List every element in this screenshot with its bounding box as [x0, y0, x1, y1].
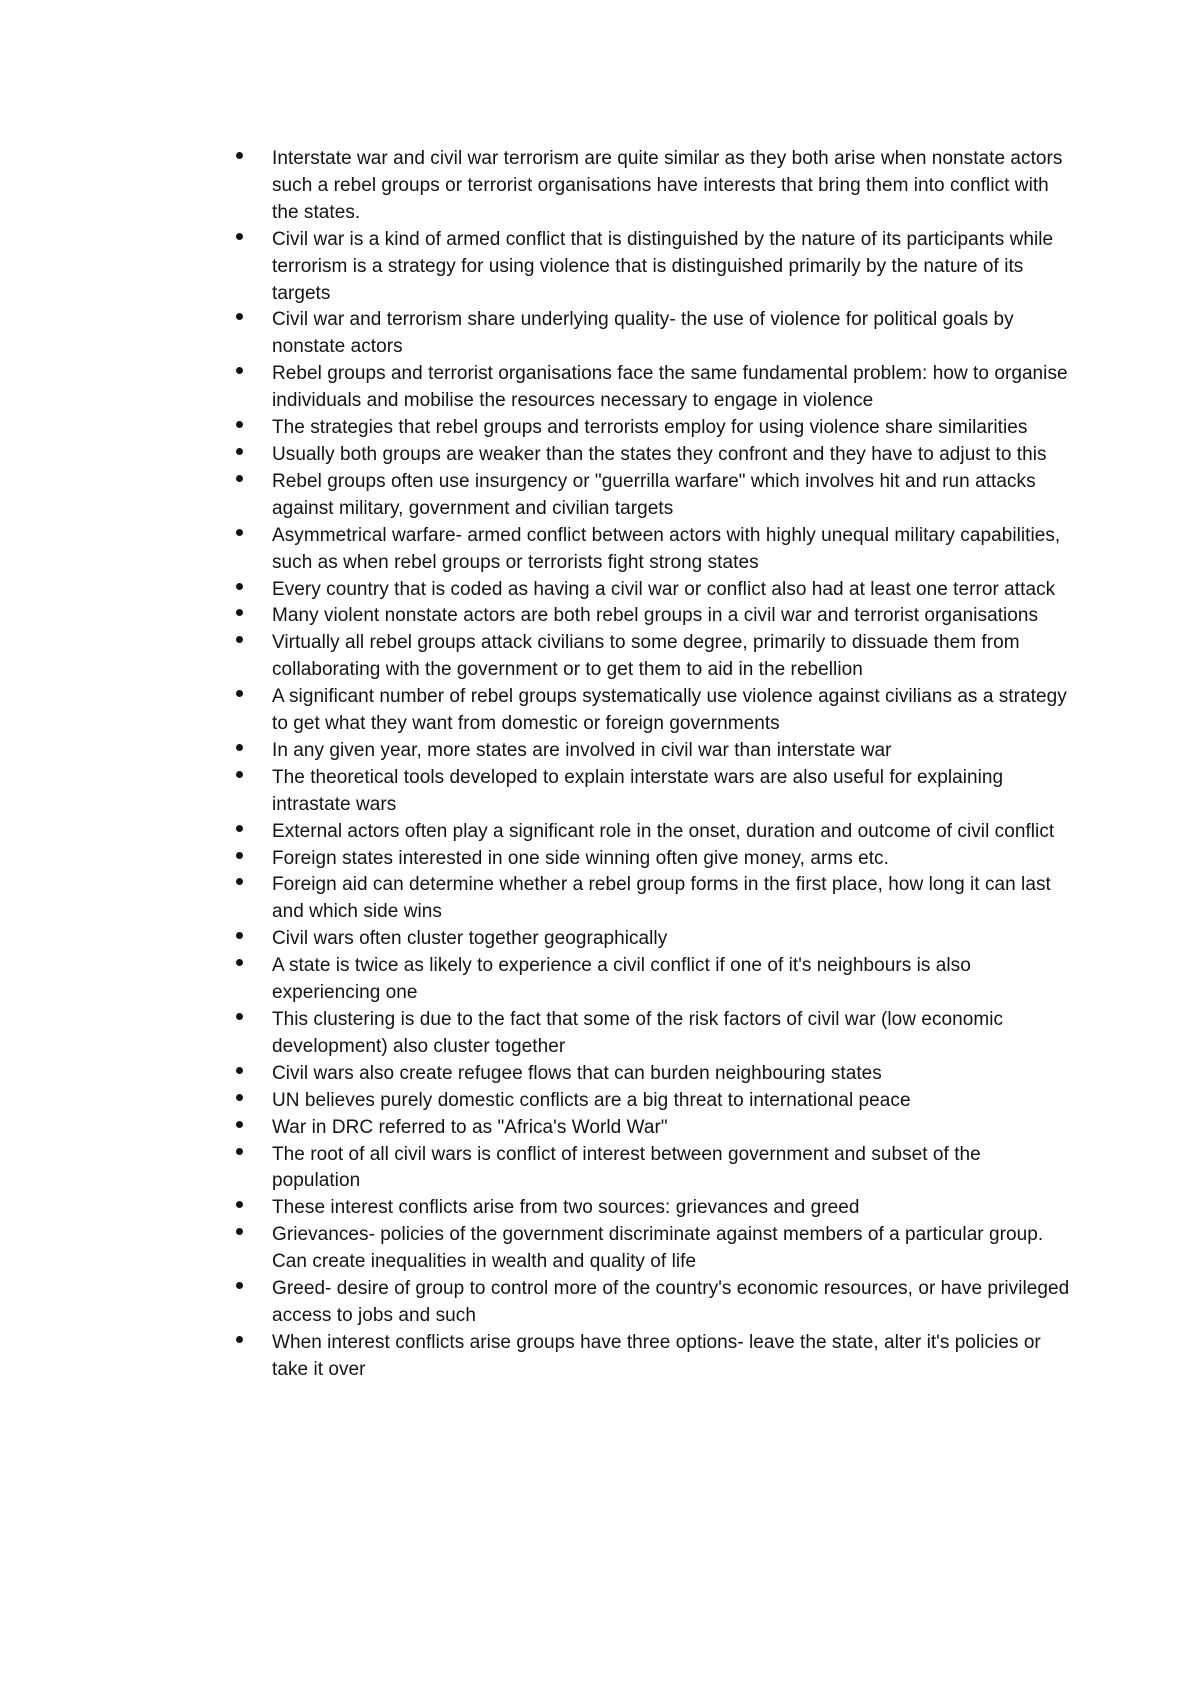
bullet-dot-icon	[236, 1201, 243, 1208]
bullet-dot-icon	[236, 152, 243, 159]
list-item-text: Interstate war and civil war terrorism are quite similar as they both arise when nonstate actors such a rebel groups or terrorist organisations have interests that bring them into conflict with the states.	[272, 148, 1063, 223]
bullet-dot-icon	[236, 421, 243, 428]
list-item	[232, 361, 1072, 415]
list-item	[232, 684, 1072, 738]
bullet-dot-icon	[236, 1148, 243, 1155]
list-item-text: Civil war and terrorism share underlying quality- the use of violence for political goals by nonstate actors	[272, 309, 1014, 358]
bullet-dot-icon	[236, 1013, 243, 1020]
list-item-text: The theoretical tools developed to explain interstate wars are also useful for explaining intrastate wars	[272, 766, 1004, 815]
list-item-text: In any given year, more states are involved in civil war than interstate war	[272, 739, 892, 761]
bullet-dot-icon	[236, 1094, 243, 1101]
list-item	[232, 415, 1072, 442]
list-item-text: Rebel groups often use insurgency or "guerrilla warfare" which involves hit and run attacks against military, government and civilian targets	[272, 470, 1036, 519]
bullet-dot-icon	[236, 313, 243, 320]
list-item	[232, 846, 1072, 873]
list-item-text: Foreign aid can determine whether a rebel group forms in the first place, how long it can last and which side wins	[272, 874, 1051, 923]
list-item-text: War in DRC referred to as "Africa's World War"	[272, 1116, 668, 1138]
list-item-text: The strategies that rebel groups and terrorists employ for using violence share similarities	[272, 417, 1028, 439]
bullet-dot-icon	[236, 609, 243, 616]
list-item	[232, 926, 1072, 953]
bullet-dot-icon	[236, 636, 243, 643]
list-item-text: The root of all civil wars is conflict of interest between government and subset of the population	[272, 1143, 981, 1192]
list-item	[232, 577, 1072, 604]
list-item-text: Civil wars also create refugee flows that can burden neighbouring states	[272, 1062, 882, 1084]
list-item	[232, 1222, 1072, 1276]
list-item-text: Civil wars often cluster together geographically	[272, 928, 668, 950]
bullet-dot-icon	[236, 448, 243, 455]
list-item-text: A state is twice as likely to experience a civil conflict if one of it's neighbours is also experiencing one	[272, 955, 971, 1004]
list-item	[232, 442, 1072, 469]
list-item	[232, 146, 1072, 227]
bullet-dot-icon	[236, 475, 243, 482]
bullet-dot-icon	[236, 1121, 243, 1128]
bullet-dot-icon	[236, 744, 243, 751]
bullet-dot-icon	[236, 959, 243, 966]
list-item	[232, 1061, 1072, 1088]
bullet-list	[232, 146, 1072, 1384]
list-item	[232, 872, 1072, 926]
list-item	[232, 603, 1072, 630]
bullet-dot-icon	[236, 932, 243, 939]
list-item	[232, 307, 1072, 361]
bullet-dot-icon	[236, 367, 243, 374]
list-item	[232, 738, 1072, 765]
list-item	[232, 819, 1072, 846]
bullet-dot-icon	[236, 825, 243, 832]
list-item-text: Asymmetrical warfare- armed conflict between actors with highly unequal military capabilities, such as when rebel groups or terrorists fight strong states	[272, 524, 1061, 573]
list-item	[232, 765, 1072, 819]
list-item	[232, 1088, 1072, 1115]
bullet-dot-icon	[236, 1067, 243, 1074]
bullet-dot-icon	[236, 529, 243, 536]
list-item-text: Every country that is coded as having a civil war or conflict also had at least one terror attack	[272, 578, 1056, 600]
list-item	[232, 469, 1072, 523]
list-item-text: Many violent nonstate actors are both rebel groups in a civil war and terrorist organisations	[272, 605, 1039, 627]
list-item-text: This clustering is due to the fact that some of the risk factors of civil war (low economic development) also cluster together	[272, 1009, 1004, 1057]
bullet-dot-icon	[236, 583, 243, 590]
bullet-dot-icon	[236, 1228, 243, 1235]
list-item-text: UN believes purely domestic conflicts are a big threat to international peace	[272, 1089, 911, 1111]
bullet-dot-icon	[236, 233, 243, 240]
list-item-text: Grievances- policies of the government discriminate against members of a particular group. Can create inequalities in wealth and quality of life	[272, 1224, 1044, 1273]
bullet-dot-icon	[236, 1282, 243, 1289]
bullet-dot-icon	[236, 878, 243, 885]
list-item	[232, 227, 1072, 308]
list-item	[232, 1276, 1072, 1330]
list-item-text: Greed- desire of group to control more of the country's economic resources, or have privileged access to jobs and such	[272, 1278, 1070, 1326]
list-item-text: Virtually all rebel groups attack civilians to some degree, primarily to dissuade them from collaborating with the government or to get them to aid in the rebellion	[272, 632, 1020, 681]
list-item-text: Usually both groups are weaker than the states they confront and they have to adjust to this	[272, 443, 1047, 465]
bullet-dot-icon	[236, 852, 243, 859]
list-item	[232, 953, 1072, 1007]
list-item	[232, 1142, 1072, 1196]
list-item-text: Civil war is a kind of armed conflict that is distinguished by the nature of its participants while terrorism is a strategy for using violence that is distinguished primarily by the nature of its targets	[272, 228, 1054, 304]
list-item	[232, 523, 1072, 577]
list-item-text: External actors often play a significant role in the onset, duration and outcome of civil conflict	[272, 820, 1055, 842]
list-item	[232, 630, 1072, 684]
list-item-text: A significant number of rebel groups systematically use violence against civilians as a strategy to get what they want from domestic or foreign governments	[272, 686, 1067, 735]
bullet-dot-icon	[236, 1336, 243, 1343]
list-item-text: Foreign states interested in one side winning often give money, arms etc.	[272, 847, 889, 869]
list-item	[232, 1195, 1072, 1222]
bullet-dot-icon	[236, 690, 243, 697]
list-item	[232, 1115, 1072, 1142]
list-item-text: When interest conflicts arise groups have three options- leave the state, alter it's policies or take it over	[272, 1331, 1041, 1380]
bullet-dot-icon	[236, 771, 243, 778]
list-item	[232, 1330, 1072, 1384]
list-item	[232, 1007, 1072, 1061]
list-item-text: Rebel groups and terrorist organisations face the same fundamental problem: how to organise individuals and mobilise the resources necessary to engage in violence	[272, 363, 1068, 412]
list-item-text: These interest conflicts arise from two sources: grievances and greed	[272, 1197, 860, 1219]
